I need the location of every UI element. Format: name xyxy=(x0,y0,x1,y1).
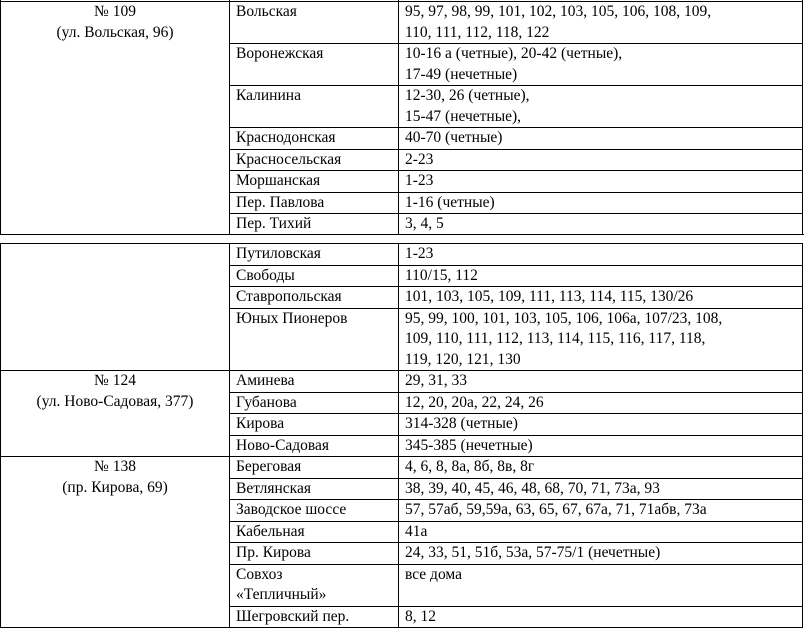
cell-line: Шегровский пер. xyxy=(236,607,350,625)
table-row xyxy=(1,457,803,479)
cell-line: Губанова xyxy=(236,393,297,411)
houses-cell xyxy=(399,214,803,236)
cell-line: Заводское шоссе xyxy=(236,501,347,518)
street-name: Пер. Павлова xyxy=(236,193,325,211)
cell-line: 38, 39, 40, 45, 46, 48, 68, 70, 71, 73а, 93 xyxy=(405,479,660,497)
houses-cell xyxy=(399,244,803,266)
houses-cell xyxy=(399,521,803,543)
street-cell xyxy=(230,128,399,150)
houses-cell xyxy=(399,500,803,522)
street-cell xyxy=(230,171,399,193)
street-cell xyxy=(230,192,399,214)
houses-cell xyxy=(399,371,803,393)
street-cell xyxy=(230,2,399,44)
street-cell xyxy=(230,457,399,479)
school-districts-table-part2 xyxy=(0,243,803,628)
cell-line: 119, 120, 121, 130 xyxy=(405,350,521,368)
street-cell xyxy=(230,521,399,543)
cell-line: 57, 57аб, 59,59а, 63, 65, 67, 67а, 71, 71абв, 73а xyxy=(405,501,707,518)
street-cell xyxy=(230,287,399,309)
table-row xyxy=(1,371,803,393)
cell-line: 12-30, 26 (четные), xyxy=(405,87,530,104)
houses-cell xyxy=(399,44,803,86)
street-cell xyxy=(230,564,399,606)
houses-cell xyxy=(399,435,803,457)
table-row xyxy=(1,2,803,44)
houses-cell xyxy=(399,392,803,414)
street-name: Красносельская xyxy=(236,150,342,168)
cell-line: все дома xyxy=(405,565,462,583)
cell-line: 4, 6, 8, 8а, 8б, 8в, 8г xyxy=(405,458,535,475)
cell-line: 41а xyxy=(405,522,428,540)
street-cell xyxy=(230,149,399,171)
houses-cell xyxy=(399,128,803,150)
cell-line: 110/15, 112 xyxy=(405,266,478,284)
street-cell xyxy=(230,214,399,236)
cell-line: 29, 31, 33 xyxy=(405,372,467,389)
school-address: (ул. Ново-Садовая, 377) xyxy=(36,392,194,410)
school-cell xyxy=(1,371,230,457)
houses-cell xyxy=(399,478,803,500)
cell-line: Кабельная xyxy=(236,522,305,540)
houses-cell xyxy=(399,171,803,193)
cell-line: 24, 33, 51, 51б, 53а, 57-75/1 (нечетные) xyxy=(405,544,661,561)
street-cell xyxy=(230,543,399,565)
cell-line: Ново-Садовая xyxy=(236,436,330,454)
cell-line: Аминева xyxy=(236,372,295,389)
street-cell xyxy=(230,478,399,500)
cell-line: 17-49 (нечетные) xyxy=(405,65,518,83)
cell-line: Юных Пионеров xyxy=(236,309,348,327)
cell-line: 1-23 xyxy=(405,245,434,262)
houses-cell xyxy=(399,287,803,309)
street-name: Моршанская xyxy=(236,172,321,189)
houses-cell xyxy=(399,414,803,436)
street-cell xyxy=(230,392,399,414)
cell-line: Береговая xyxy=(236,458,302,475)
houses-cell xyxy=(399,606,803,628)
street-cell xyxy=(230,244,399,266)
cell-line: 109, 110, 111, 112, 113, 114, 115, 116, 117, 118, xyxy=(405,330,706,347)
houses-cell xyxy=(399,543,803,565)
school-number: № 124 xyxy=(94,372,136,389)
school-number: № 138 xyxy=(94,458,136,475)
school-cell xyxy=(1,244,230,371)
school-cell xyxy=(1,2,230,236)
cell-line: Совхоз xyxy=(236,565,283,583)
cell-line: Свободы xyxy=(236,266,295,284)
street-cell xyxy=(230,371,399,393)
cell-line: Путиловская xyxy=(236,245,321,262)
street-cell xyxy=(230,86,399,128)
cell-line: 3, 4, 5 xyxy=(405,215,444,232)
houses-cell xyxy=(399,308,803,371)
houses-cell xyxy=(399,149,803,171)
street-name: Вольская xyxy=(236,3,297,20)
cell-line: 110, 111, 112, 118, 122 xyxy=(405,23,550,41)
cell-line: «Тепличный» xyxy=(236,586,327,603)
school-number: № 109 xyxy=(94,3,136,20)
street-name: Пер. Тихий xyxy=(236,215,312,232)
cell-line: Пр. Кирова xyxy=(236,544,311,561)
cell-line: Кирова xyxy=(236,415,285,432)
houses-cell xyxy=(399,564,803,606)
street-cell xyxy=(230,308,399,371)
cell-line: 2-23 xyxy=(405,150,434,168)
street-cell xyxy=(230,265,399,287)
page-break xyxy=(0,234,804,243)
cell-line: Ветлянская xyxy=(236,479,311,497)
street-cell xyxy=(230,500,399,522)
street-cell xyxy=(230,414,399,436)
street-cell xyxy=(230,435,399,457)
street-name: Воронежская xyxy=(236,45,324,62)
houses-cell xyxy=(399,2,803,44)
cell-line: Ставропольская xyxy=(236,288,342,305)
cell-line: 15-47 (нечетные), xyxy=(405,107,522,125)
school-address: (пр. Кирова, 69) xyxy=(62,478,168,496)
school-address: (ул. Вольская, 96) xyxy=(56,23,174,41)
cell-line: 95, 97, 98, 99, 101, 102, 103, 105, 106, 108, 109, xyxy=(405,3,712,20)
cell-line: 1-23 xyxy=(405,172,434,189)
street-name: Калинина xyxy=(236,87,301,104)
cell-line: 345-385 (нечетные) xyxy=(405,436,533,454)
houses-cell xyxy=(399,265,803,287)
street-cell xyxy=(230,44,399,86)
cell-line: 10-16 а (четные), 20-42 (четные), xyxy=(405,45,623,62)
school-cell xyxy=(1,457,230,628)
houses-cell xyxy=(399,192,803,214)
houses-cell xyxy=(399,86,803,128)
cell-line: 40-70 (четные) xyxy=(405,129,503,146)
cell-line: 101, 103, 105, 109, 111, 113, 114, 115, 130/26 xyxy=(405,288,694,305)
cell-line: 12, 20, 20а, 22, 24, 26 xyxy=(405,393,544,411)
street-name: Краснодонская xyxy=(236,129,336,146)
cell-line: 95, 99, 100, 101, 103, 105, 106, 106а, 107/23, 108, xyxy=(405,309,723,327)
cell-line: 314-328 (четные) xyxy=(405,415,518,432)
school-districts-table-part1 xyxy=(0,0,803,236)
street-cell xyxy=(230,606,399,628)
houses-cell xyxy=(399,457,803,479)
cell-line: 8, 12 xyxy=(405,607,436,625)
cell-line: 1-16 (четные) xyxy=(405,193,495,211)
table-row xyxy=(1,244,803,266)
